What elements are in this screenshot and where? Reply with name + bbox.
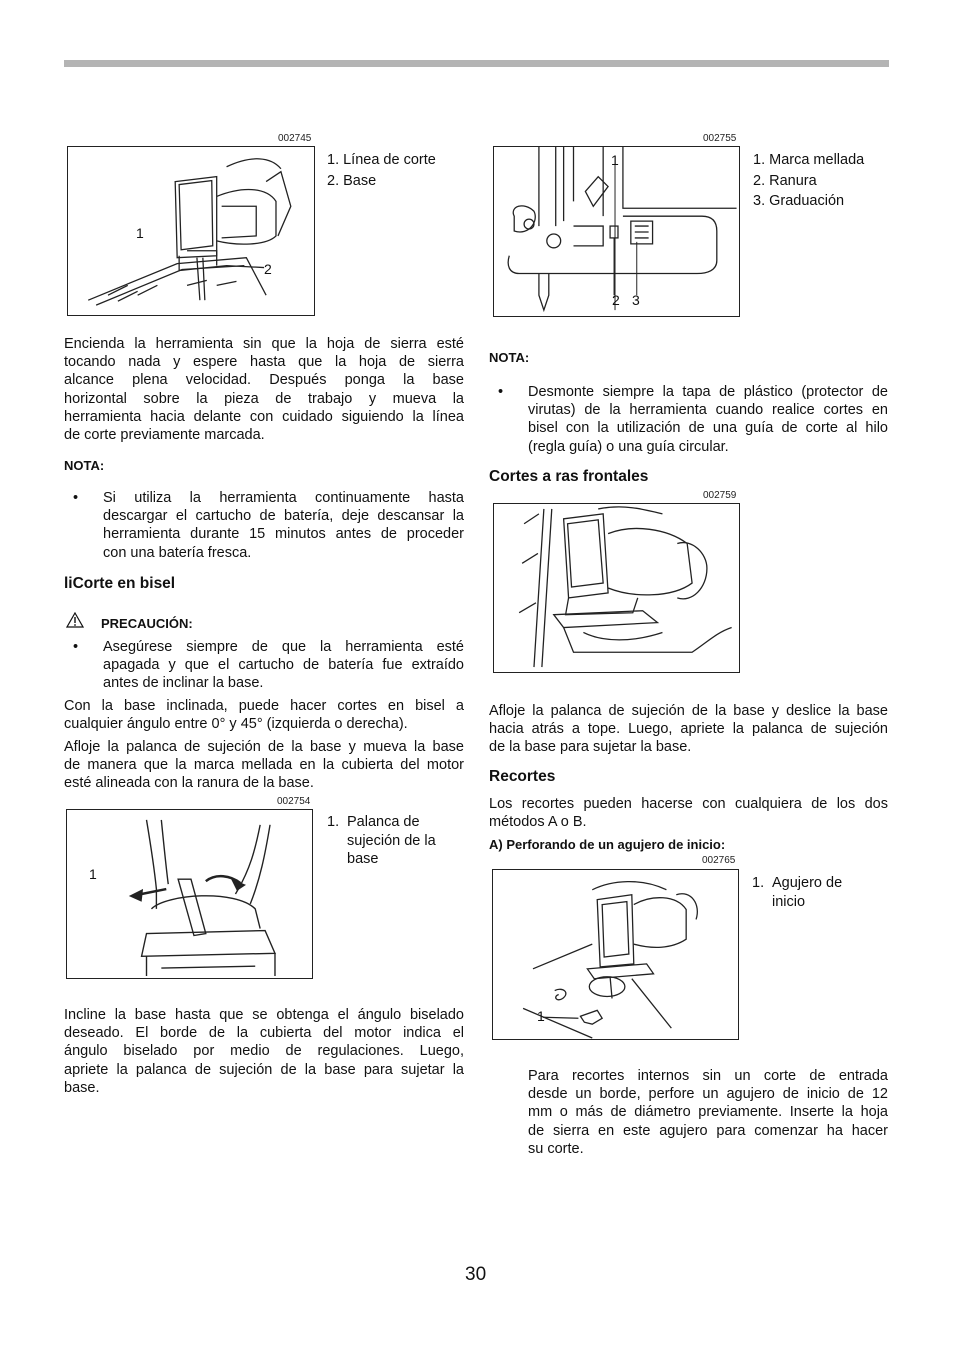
paragraph-bevel-range bbox=[64, 697, 464, 733]
figure-code: 002745 bbox=[278, 133, 312, 144]
figure-legend bbox=[753, 150, 864, 212]
text-line: sujeción de la bbox=[347, 832, 436, 849]
text-line: con una batería fresca. bbox=[103, 544, 252, 561]
heading-corte-bisel: liCorte en bisel bbox=[64, 575, 176, 592]
nota-label: NOTA: bbox=[64, 458, 105, 473]
text-line: apagada y que el cartucho de batería fue extraído bbox=[103, 657, 464, 674]
text-line: de sierra en este agujero para comenzar ha hacer bbox=[528, 1122, 888, 1139]
text-line: de manera que la marca mellada en la cubierta del motor bbox=[64, 757, 464, 774]
paragraph-loosen-lever bbox=[64, 738, 464, 793]
text-line: Afloje la palanca de sujeción de la base y mueva la base bbox=[64, 739, 464, 755]
text-line: Desmonte siempre la tapa de plástico (protector de bbox=[528, 384, 888, 400]
text-line: Los recortes pueden hacerse con cualquiera de los dos bbox=[489, 796, 888, 812]
callout-1: 1 bbox=[537, 1008, 545, 1024]
callout-1: 1 bbox=[89, 866, 97, 882]
text-line: de corte previamente marcada. bbox=[64, 427, 265, 444]
text-line: base. bbox=[64, 1079, 100, 1096]
legend-item: 3. Graduación bbox=[753, 193, 845, 209]
bullet-dot: • bbox=[73, 639, 79, 655]
figure-code: 002755 bbox=[703, 133, 737, 144]
warning-icon bbox=[66, 612, 84, 628]
paragraph-flush-cut bbox=[489, 702, 888, 757]
text-line: tocando nada y espere hasta que la hoja de sierra bbox=[64, 354, 464, 371]
text-line: horizontal sobre la pieza de trabajo y mueva la bbox=[64, 390, 464, 407]
text-line: métodos A o B. bbox=[489, 814, 587, 831]
text-line: Agujero de bbox=[772, 875, 843, 891]
page-number: 30 bbox=[465, 1264, 487, 1285]
text-line: Si utiliza la herramienta continuamente hasta bbox=[103, 490, 464, 506]
nota-bullet bbox=[73, 489, 464, 562]
subheading-perforando: A) Perforando de un agujero de inicio: bbox=[489, 837, 726, 852]
flush-cut-illustration bbox=[494, 504, 739, 672]
heading-recortes: Recortes bbox=[489, 768, 556, 785]
legend-item: 1. Línea de corte bbox=[327, 152, 436, 168]
callout-3: 3 bbox=[632, 292, 640, 308]
text-line: Encienda la herramienta sin que la hoja de sierra esté bbox=[64, 336, 464, 352]
text-line: su corte. bbox=[528, 1140, 584, 1157]
figure-code: 002759 bbox=[703, 490, 737, 501]
text-line: descargar el cartucho de batería, deje descansar la bbox=[103, 508, 464, 525]
text-line: alcance plena velocidad. Después ponga la base bbox=[64, 372, 464, 389]
figure-base-lever bbox=[66, 809, 313, 979]
text-line: hacia atrás a tope. Luego, apriete la palanca de sujeción bbox=[489, 721, 888, 738]
text-line: virutas) de la herramienta cuando realice cortes en bbox=[528, 402, 888, 419]
text-line: Afloje la palanca de sujeción de la base y deslice la base bbox=[489, 703, 888, 719]
text-line: deseado. El borde de la cubierta del motor indica el bbox=[64, 1025, 464, 1042]
bullet-dot: • bbox=[73, 490, 79, 506]
text-line: inicio bbox=[772, 893, 806, 910]
callout-2: 2 bbox=[612, 292, 620, 308]
nota-bullet bbox=[498, 383, 888, 456]
legend-number: 1. bbox=[327, 814, 340, 830]
figure-legend bbox=[327, 813, 436, 869]
callout-1: 1 bbox=[136, 225, 144, 241]
figure-jigsaw-cutting-line bbox=[67, 146, 315, 316]
jigsaw-cut-illustration bbox=[68, 147, 314, 315]
figure-code: 002765 bbox=[702, 855, 736, 866]
figure-flush-cut bbox=[493, 503, 740, 673]
legend-item: 2. Base bbox=[327, 172, 377, 189]
nota-label: NOTA: bbox=[489, 350, 530, 365]
text-line: cualquier ángulo entre 0° y 45° (izquierda o derecha). bbox=[64, 716, 408, 733]
text-line: apriete la palanca de sujeción de la base para sujetar la bbox=[64, 1061, 464, 1078]
bullet-dot: • bbox=[498, 384, 504, 400]
legend-item: 2. Ranura bbox=[753, 172, 817, 189]
text-line: esté alineada con la ranura de la base. bbox=[64, 775, 314, 792]
paragraph-internal-cuts bbox=[528, 1067, 888, 1158]
figure-legend bbox=[327, 150, 436, 191]
figure-start-hole bbox=[492, 869, 739, 1040]
paragraph-incline-base bbox=[64, 1006, 464, 1097]
legend-number: 1. bbox=[752, 875, 765, 891]
start-hole-illustration bbox=[493, 870, 738, 1039]
callout-2: 2 bbox=[264, 261, 272, 277]
bevel-graduation-illustration bbox=[494, 147, 739, 316]
precaucion-bullet bbox=[73, 638, 464, 693]
heading-cortes-ras: Cortes a ras frontales bbox=[489, 468, 649, 485]
paragraph-start-tool bbox=[64, 335, 464, 444]
text-line: mm o más de diámetro previamente. Inserte la hoja bbox=[528, 1104, 888, 1121]
legend-item: 1. Marca mellada bbox=[753, 152, 865, 168]
text-line: Para recortes internos sin un corte de entrada bbox=[528, 1068, 888, 1084]
precaucion-label: PRECAUCIÓN: bbox=[101, 616, 193, 631]
callout-1: 1 bbox=[611, 152, 619, 168]
figure-legend bbox=[752, 874, 842, 911]
text-line: antes de inclinar la base. bbox=[103, 675, 264, 692]
text-line: herramienta durante 15 minutos antes de proceder bbox=[103, 526, 464, 543]
text-line: desde un borde, perfore un agujero de inicio de 12 bbox=[528, 1086, 888, 1103]
text-line: Con la base inclinada, puede hacer cortes en bisel a bbox=[64, 698, 464, 714]
text-line: (regla guía) o una guía circular. bbox=[528, 438, 729, 455]
text-line: Incline la base hasta que se obtenga el ángulo biselado bbox=[64, 1007, 464, 1023]
figure-code: 002754 bbox=[277, 796, 311, 807]
text-line: Palanca de bbox=[347, 814, 420, 830]
text-line: de la base para sujetar la base. bbox=[489, 739, 692, 756]
text-line: herramienta hacia delante con cuidado siguiendo la línea bbox=[64, 408, 464, 425]
text-line: bisel con la utilización de una guía de corte al hilo bbox=[528, 420, 888, 437]
base-lever-illustration bbox=[67, 810, 312, 978]
text-line: Asegúrese siempre de que la herramienta esté bbox=[103, 639, 464, 655]
header-rule bbox=[64, 60, 889, 67]
paragraph-recortes bbox=[489, 795, 888, 831]
text-line: base bbox=[347, 851, 379, 867]
text-line: ángulo biselado por medio de regulaciones. Luego, bbox=[64, 1043, 464, 1060]
